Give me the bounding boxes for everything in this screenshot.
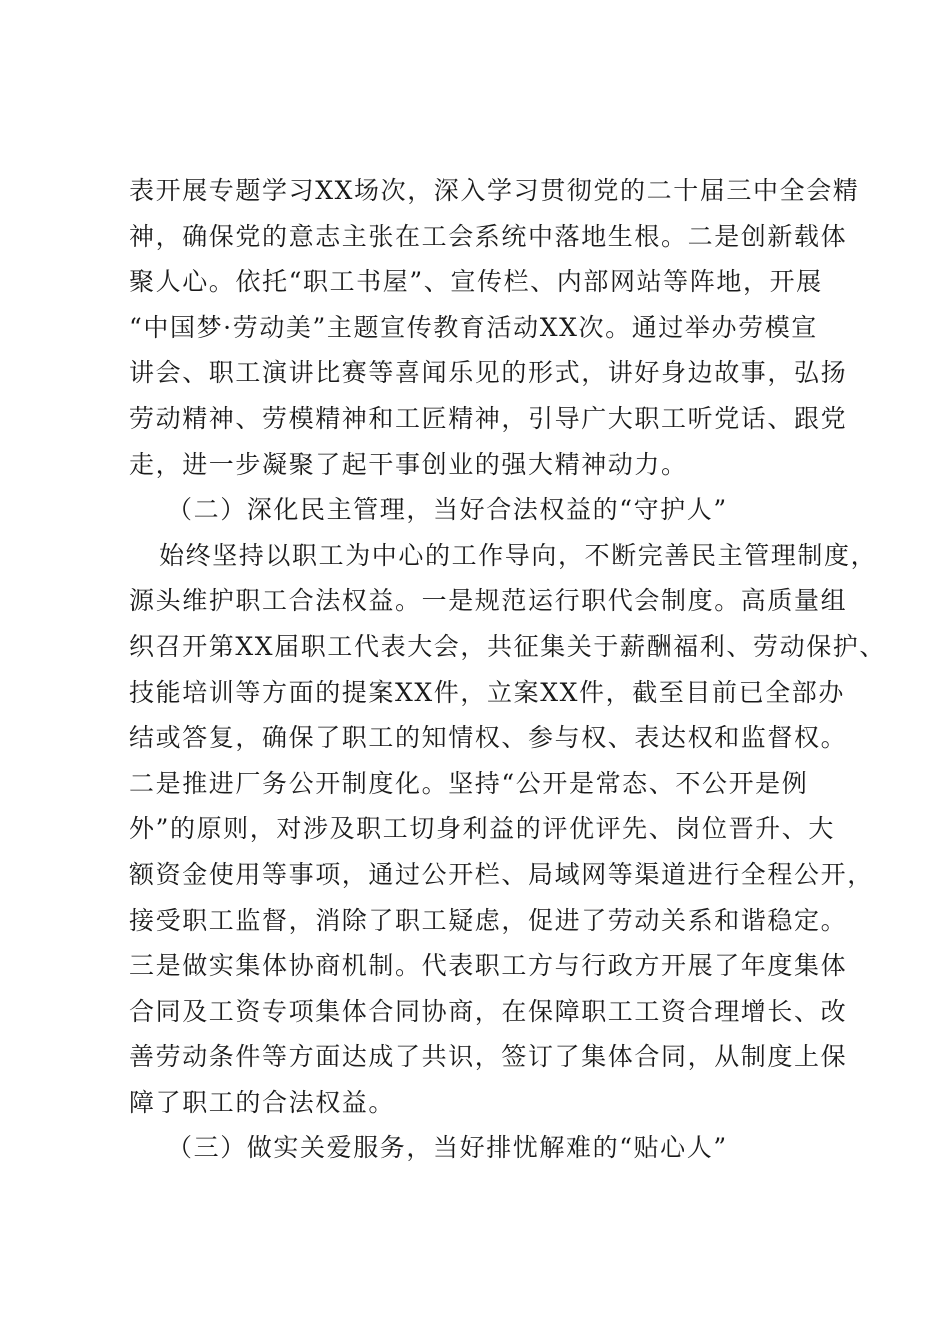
section-heading-2: （二）深化民主管理，当好合法权益的“守护人” bbox=[167, 495, 728, 525]
text-line: 讲会、职工演讲比赛等喜闻乐见的形式，讲好身边故事，弘扬 bbox=[129, 358, 848, 388]
text-line: 技能培训等方面的提案XX件，立案XX件，截至目前已全部办 bbox=[129, 677, 845, 707]
text-line: 结或答复，确保了职工的知情权、参与权、表达权和监督权。 bbox=[129, 723, 848, 753]
text-line: 接受职工监督，消除了职工疑虑，促进了劳动关系和谐稳定。 bbox=[129, 905, 848, 935]
text-line: 合同及工资专项集体合同协商，在保障职工工资合理增长、改 bbox=[129, 996, 848, 1026]
document-body bbox=[129, 168, 886, 1171]
text-line: 表开展专题学习XX场次，深入学习贯彻党的二十届三中全会精 bbox=[129, 176, 860, 205]
text-line: 障了职工的合法权益。 bbox=[129, 1087, 396, 1117]
text-line: “中国梦·劳动美”主题宣传教育活动XX次。通过举办劳模宣 bbox=[129, 312, 818, 342]
text-line: 聚人心。依托“职工书屋”、宣传栏、内部网站等阵地，开展 bbox=[129, 267, 823, 297]
paragraph-section-1-tail bbox=[129, 168, 860, 487]
text-line: 善劳动条件等方面达成了共识，签订了集体合同，从制度上保 bbox=[129, 1042, 848, 1072]
text-line: 走，进一步凝聚了起干事创业的强大精神动力。 bbox=[129, 449, 688, 479]
text-line: 外”的原则，对涉及职工切身利益的评优评先、岗位晋升、大 bbox=[129, 814, 835, 844]
text-line: 额资金使用等事项，通过公开栏、局域网等渠道进行全程公开， bbox=[129, 859, 874, 889]
text-line: 源头维护职工合法权益。一是规范运行职代会制度。高质量组 bbox=[129, 586, 848, 616]
text-line: 织召开第XX届职工代表大会，共征集关于薪酬福利、劳动保护、 bbox=[129, 631, 886, 661]
text-line: 三是做实集体协商机制。代表职工方与行政方开展了年度集体 bbox=[129, 951, 848, 981]
text-line: 劳动精神、劳模精神和工匠精神，引导广大职工听党话、跟党 bbox=[129, 403, 848, 433]
text-line: 神，确保党的意志主张在工会系统中落地生根。二是创新载体 bbox=[129, 221, 848, 251]
section-heading-3: （三）做实关爱服务，当好排忧解难的“贴心人” bbox=[167, 1133, 728, 1163]
text-line: 二是推进厂务公开制度化。坚持“公开是常态、不公开是例 bbox=[129, 768, 809, 798]
paragraph-section-2 bbox=[129, 533, 886, 1126]
text-line: 始终坚持以职工为中心的工作导向，不断完善民主管理制度， bbox=[159, 540, 878, 570]
